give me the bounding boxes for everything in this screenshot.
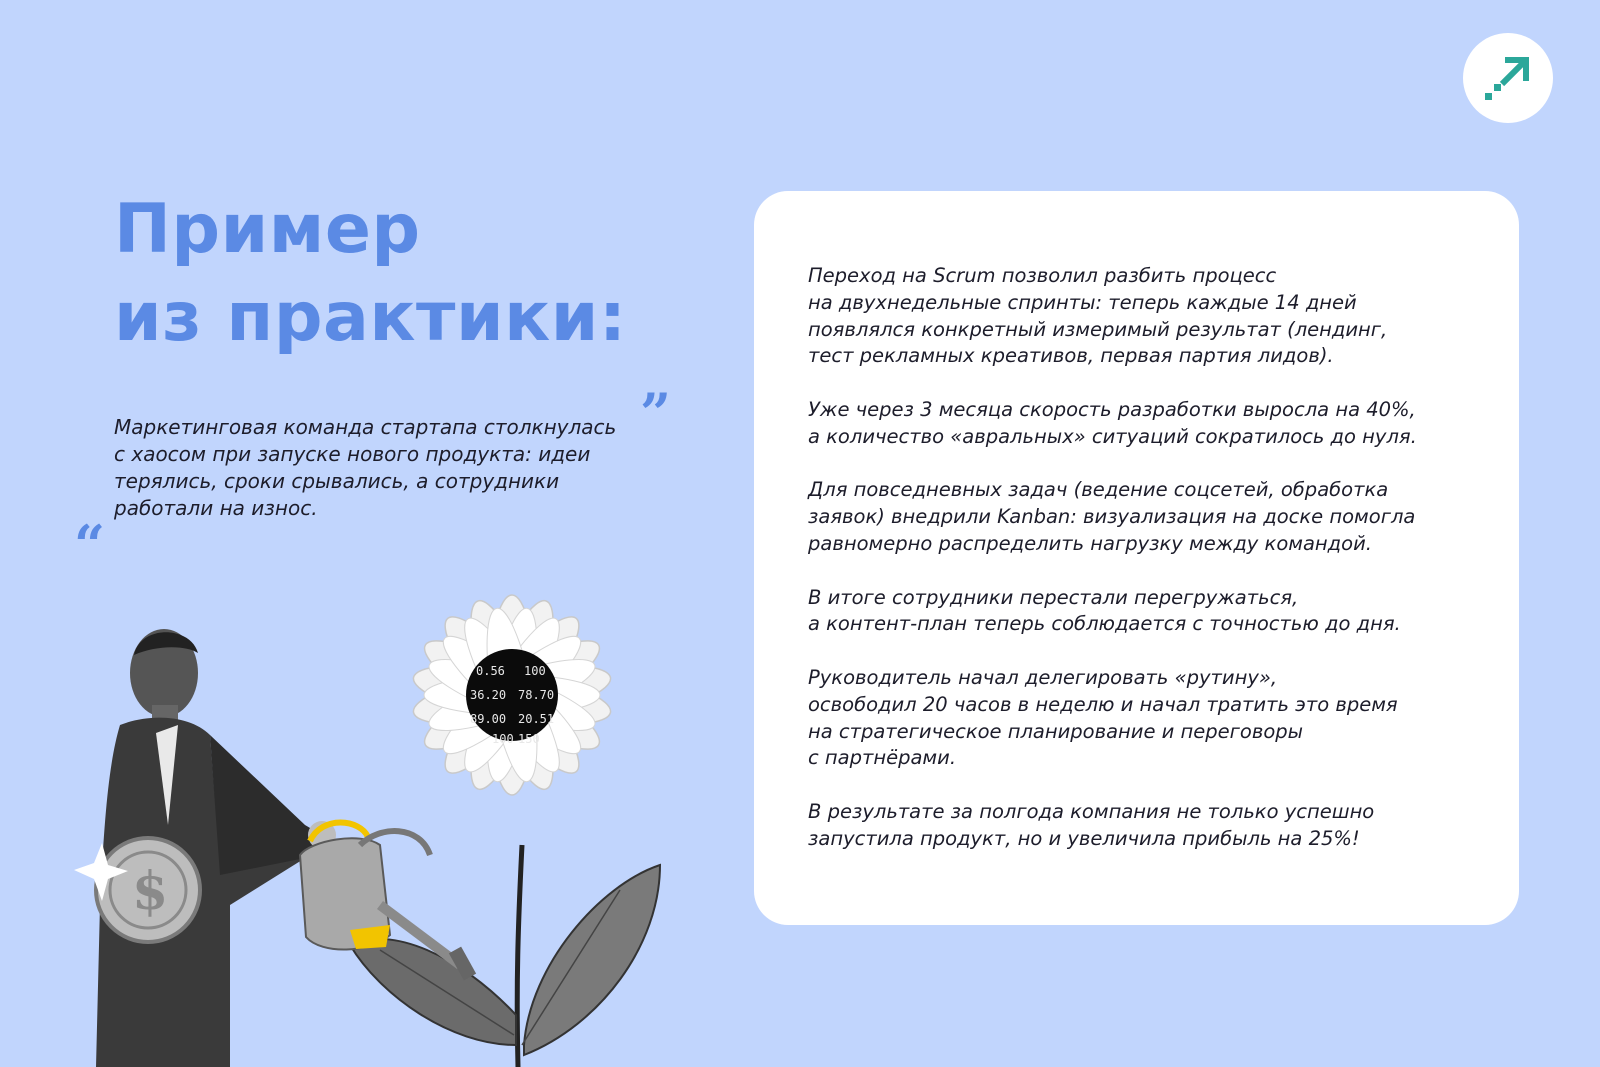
intro-line: с хаосом при запуске нового продукта: идеи bbox=[114, 442, 591, 466]
paragraph-kanban bbox=[808, 477, 1498, 557]
text-line: на стратегическое планирование и переговоры bbox=[808, 719, 1304, 743]
flower-number: 78.70 bbox=[518, 688, 555, 702]
flower-leaf-left bbox=[350, 939, 516, 1045]
page-title bbox=[114, 186, 627, 362]
text-line: В результате за полгода компания не только успешно bbox=[808, 799, 1375, 823]
flower-stem bbox=[517, 845, 522, 1067]
text-line: Для повседневных задач (ведение соцсетей, обработка bbox=[808, 478, 1389, 502]
text-line: заявок) внедрили Kanban: визуализация на доске помогла bbox=[808, 505, 1416, 529]
coin-icon bbox=[96, 838, 200, 942]
flower-number: 150 bbox=[518, 732, 540, 746]
paragraph-manager bbox=[808, 665, 1498, 772]
paragraph-scrum bbox=[808, 263, 1498, 370]
flower-number: 100 bbox=[492, 732, 514, 746]
flower-number: 100 bbox=[524, 664, 546, 678]
text-line: Руководитель начал делегировать «рутину», bbox=[808, 665, 1278, 689]
text-line: В итоге сотрудники перестали перегружаться, bbox=[808, 585, 1299, 609]
intro-text bbox=[114, 414, 644, 522]
coin-symbol: $ bbox=[132, 861, 169, 922]
flower-number: 36.20 bbox=[470, 688, 507, 702]
text-line: появлялся конкретный измеримый результат (лендинг, bbox=[808, 317, 1388, 341]
closing-quote-icon: ” bbox=[640, 381, 672, 445]
case-study-card bbox=[754, 191, 1519, 925]
text-line: а контент-план теперь соблюдается с точностью до дня. bbox=[808, 612, 1401, 636]
text-line: тест рекламных креативов, первая партия лидов). bbox=[808, 344, 1334, 368]
illustration-man-watering-flower bbox=[60, 545, 700, 1067]
text-line: Переход на Scrum позволил разбить процесс bbox=[808, 264, 1277, 287]
title-line: Пример bbox=[114, 190, 421, 269]
flower-number: 89.00 bbox=[470, 712, 507, 726]
paragraph-result-team bbox=[808, 585, 1498, 639]
logo bbox=[1463, 33, 1553, 123]
title-line: из практики: bbox=[114, 278, 627, 357]
text-line: а количество «авральных» ситуаций сократилось до нуля. bbox=[808, 424, 1417, 448]
flower-number: 0.56 bbox=[476, 664, 505, 678]
case-study-text bbox=[808, 263, 1498, 879]
daisy-petals bbox=[409, 593, 614, 797]
text-line: с партнёрами. bbox=[808, 746, 957, 770]
text-line: освободил 20 часов в неделю и начал тратить это время bbox=[808, 692, 1398, 716]
text-line: Уже через 3 месяца скорость разработки выросла на 40%, bbox=[808, 397, 1416, 421]
intro-line: терялись, сроки срывались, а сотрудники bbox=[114, 469, 560, 493]
flower-number: 20.51 bbox=[518, 712, 555, 726]
paragraph-speed bbox=[808, 397, 1498, 451]
text-line: на двухнедельные спринты: теперь каждые 14 дней bbox=[808, 290, 1357, 314]
opening-quote-icon: “ bbox=[74, 513, 106, 577]
arrow-up-right-icon bbox=[1481, 51, 1535, 105]
flower-leaf-right bbox=[524, 865, 660, 1055]
intro-line: работали на износ. bbox=[114, 496, 318, 520]
text-line: равномерно распределить нагрузку между командой. bbox=[808, 531, 1372, 555]
text-line: запустила продукт, но и увеличила прибыль на 25%! bbox=[808, 826, 1360, 850]
paragraph-summary bbox=[808, 799, 1498, 853]
intro-line: Маркетинговая команда стартапа столкнулась bbox=[114, 415, 617, 439]
